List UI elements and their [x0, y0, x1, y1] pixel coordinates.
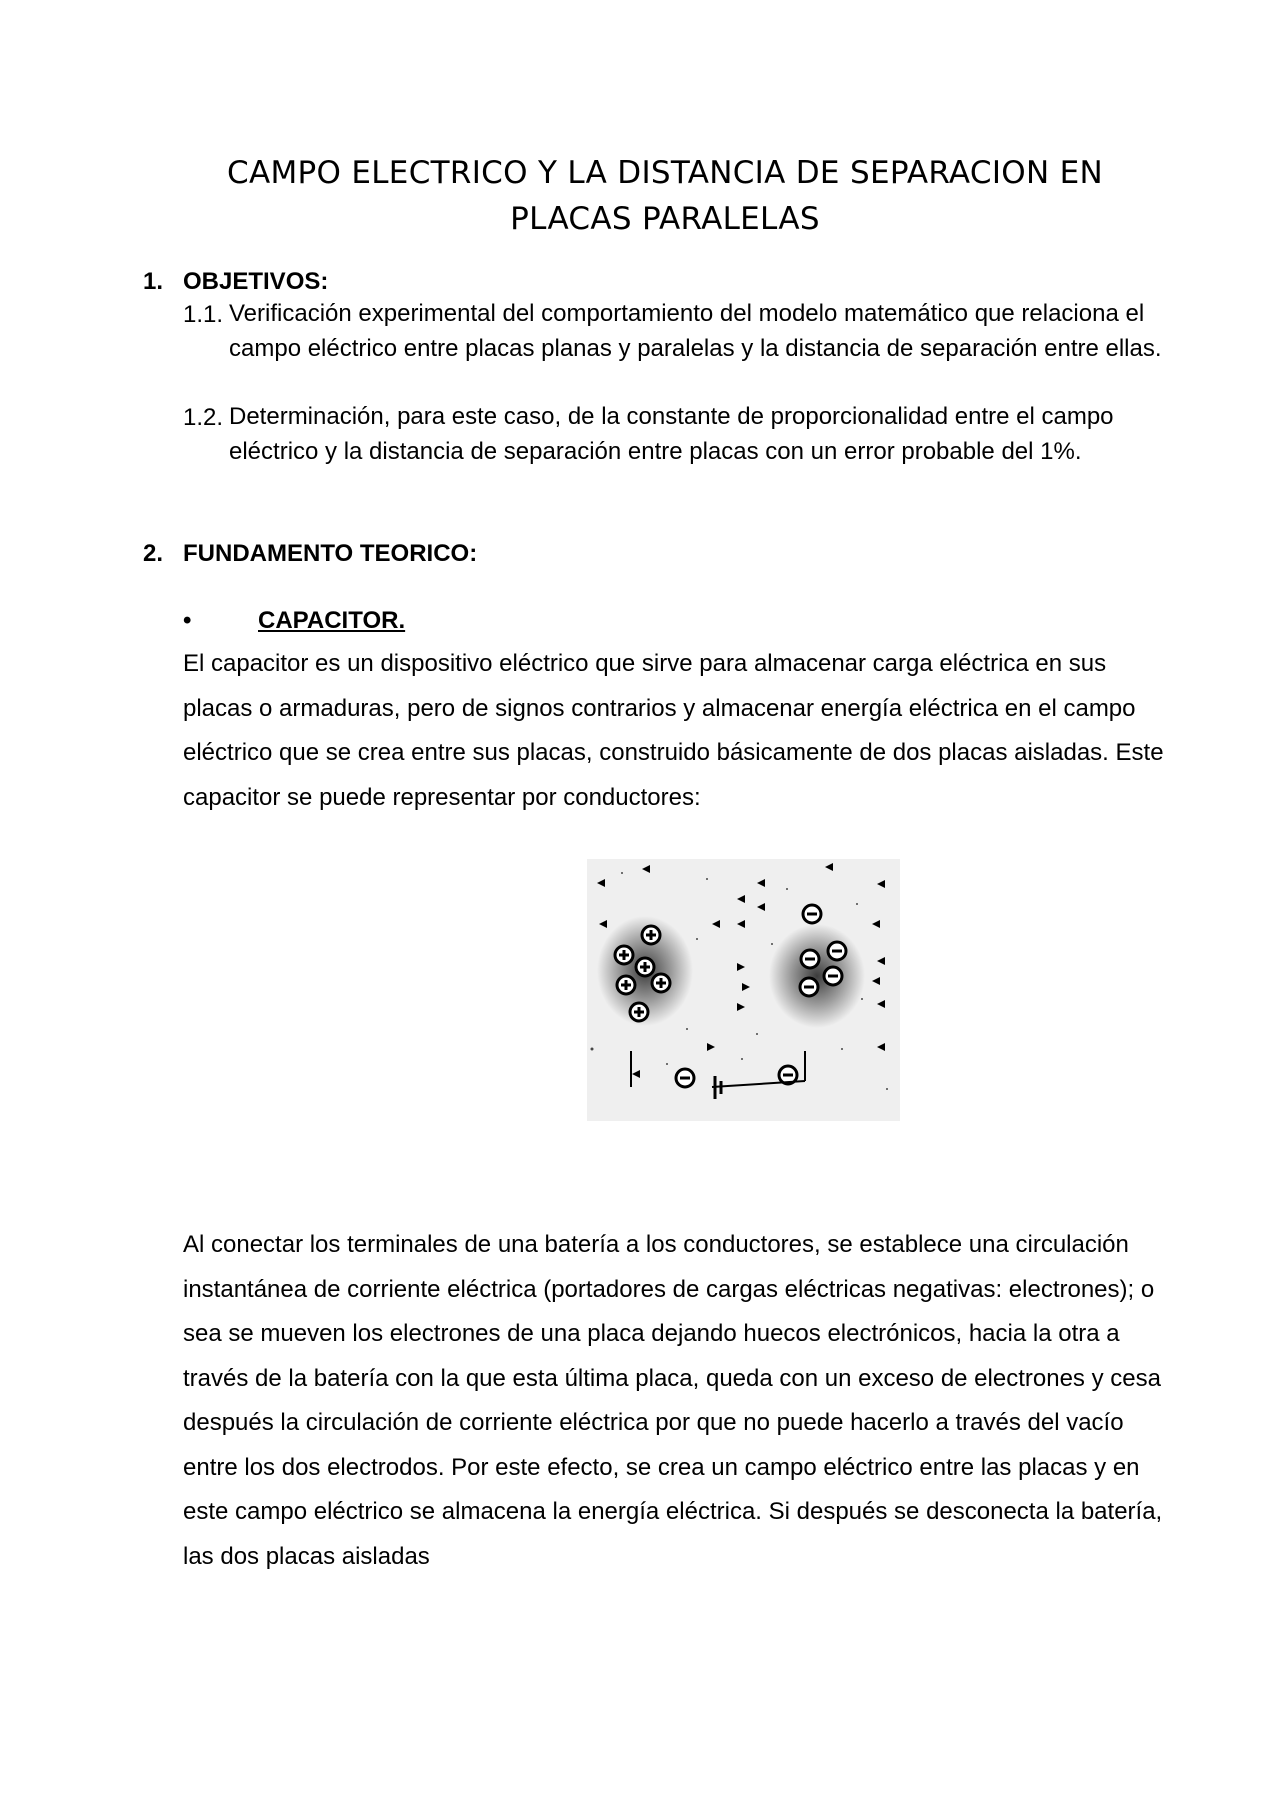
capacitor-heading: CAPACITOR.	[258, 607, 406, 634]
capacitor-charges-diagram-icon	[587, 859, 900, 1121]
objective-1-text: Verificación experimental del comportamiento del modelo matemático que relaciona el campo eléctrico entre placas planas y paralelas y la distancia de separación entre ellas.	[229, 300, 1162, 362]
objective-2-number: 1.2.	[183, 404, 224, 431]
capacitor-paragraph-2: Al conectar los terminales de una batería a los conductores, se establece una circulación instantánea de corriente eléctrica (portadores de cargas eléctricas negativas: electrones); o sea se mueven los electrones de una placa dejando huecos electrónicos, hacia la otra a través de la batería con la que esta última placa, queda con un exceso de electrones y cesa después la circulación de corriente eléctrica por que no puede hacerlo a través del vacío entre los dos electrodos. Por este efecto, se crea un campo eléctrico entre las placas y en este campo eléctrico se almacena la energía eléctrica. Si después se desconecta la batería, las dos placas aisladas	[183, 1231, 1163, 1570]
objective-2-text: Determinación, para este caso, de la constante de proporcionalidad entre el campo eléctrico y la distancia de separación entre placas con un error probable del 1%.	[229, 403, 1114, 465]
capacitor-paragraph-1: El capacitor es un dispositivo eléctrico que sirve para almacenar carga eléctrica en sus placas o armaduras, pero de signos contrarios y almacenar energía eléctrica en el campo eléctrico que se crea entre sus placas, construido básicamente de dos placas aisladas. Este capacitor se puede representar por conductores:	[183, 650, 1164, 811]
title-line-1: CAMPO ELECTRICO Y LA DISTANCIA DE SEPARACION EN	[227, 155, 1103, 191]
document-title	[170, 150, 1160, 242]
objective-1-number: 1.1.	[183, 301, 224, 328]
section-2-heading: FUNDAMENTO TEORICO:	[183, 540, 478, 567]
section-1-heading: OBJETIVOS:	[183, 268, 329, 295]
section-2-number: 2.	[143, 540, 164, 567]
bullet-marker: •	[183, 607, 192, 634]
section-1-number: 1.	[143, 268, 164, 295]
title-line-2: PLACAS PARALELAS	[510, 201, 820, 237]
